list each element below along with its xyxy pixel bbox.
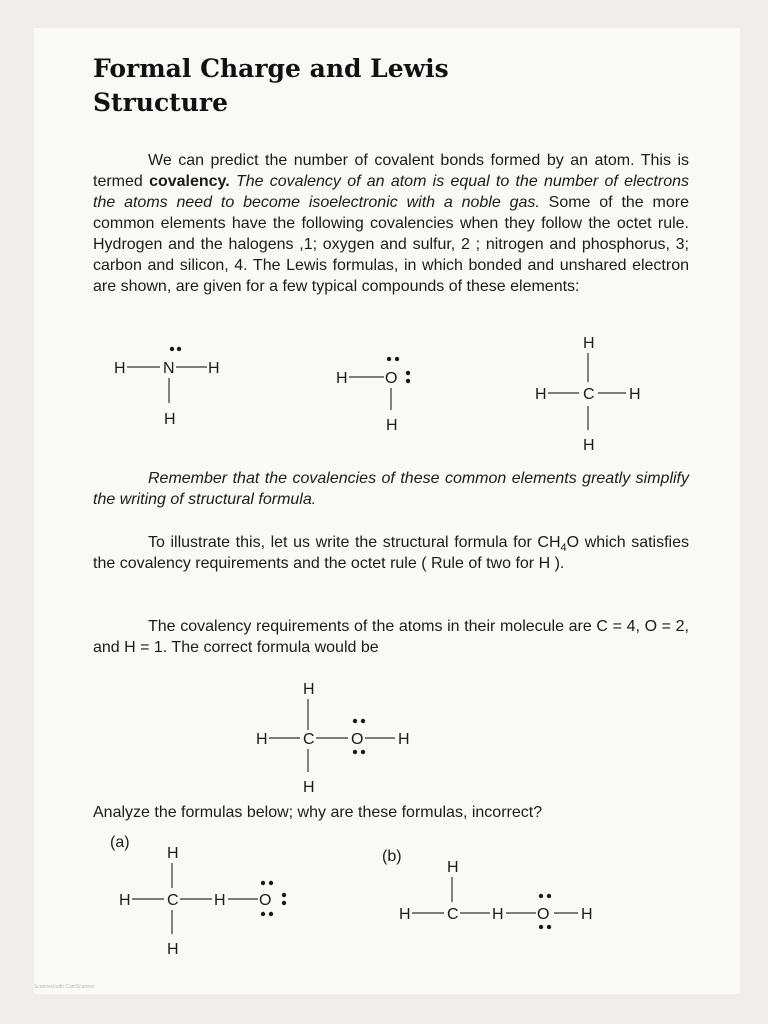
atom-h: H (164, 411, 176, 428)
lone-pair-dot (353, 750, 357, 754)
atom-h: H (492, 906, 504, 923)
intro-sentence-1: We can predict the number of covalent bonds formed by an atom. This is termed (93, 152, 689, 190)
atom-c: C (303, 731, 315, 748)
lone-pair-dot (539, 925, 543, 929)
requirements-text: The covalency requirements of the atoms in their molecule are C = 4, O = 2, and H = 1. The correct formula would be (93, 618, 689, 656)
remember-text: Remember that the covalencies of these common elements greatly simplify the writing of structural formula. (93, 470, 689, 508)
atom-h: H (256, 731, 268, 748)
illustrate-text-end: O which satisfies the covalency requirements and the octet rule ( Rule of two for H ). (93, 534, 689, 572)
lone-pair-dot (353, 719, 357, 723)
lone-pair-dot (539, 894, 543, 898)
lone-pair-dot (406, 371, 410, 375)
incorrect-structure-a (112, 838, 302, 963)
atom-h: H (303, 779, 315, 796)
atom-c: C (583, 386, 595, 403)
title-line-1: Formal Charge and Lewis (93, 54, 449, 83)
atom-h: H (386, 417, 398, 434)
atom-h: H (303, 681, 315, 698)
lone-pair-dot (387, 357, 391, 361)
illustrate-text-start: To illustrate this, let us write the structural formula for CH (148, 534, 561, 551)
atom-h: H (629, 386, 641, 403)
incorrect-structure-b (392, 852, 612, 942)
lone-pair-dot (261, 881, 265, 885)
atom-h: H (583, 335, 595, 352)
atom-h: H (398, 731, 410, 748)
illustrate-paragraph (93, 532, 689, 574)
ammonia-structure (110, 340, 240, 440)
lone-pair-dot (269, 881, 273, 885)
title-line-2: Structure (93, 88, 228, 117)
intro-covalency-term: covalency. (149, 173, 230, 190)
remember-paragraph (93, 468, 689, 510)
atom-h: H (119, 892, 131, 909)
lone-pair-dot (282, 901, 286, 905)
lone-pair-dot (361, 719, 365, 723)
lone-pair-dot (361, 750, 365, 754)
lone-pair-dot (282, 893, 286, 897)
lone-pair-dot (177, 347, 181, 351)
atom-h: H (167, 941, 179, 958)
analyze-text: Analyze the formulas below; why are these formulas, incorrect? (93, 804, 543, 821)
lone-pair-dot (547, 894, 551, 898)
atom-h: H (399, 906, 411, 923)
atom-h: H (336, 370, 348, 387)
atom-o: O (259, 892, 272, 909)
intro-paragraph (93, 150, 689, 297)
lone-pair-dot (170, 347, 174, 351)
lone-pair-dot (395, 357, 399, 361)
atom-h: H (208, 360, 220, 377)
lone-pair-dot (269, 912, 273, 916)
label-a: (a) (110, 834, 130, 851)
atom-h: H (583, 437, 595, 454)
label-b: (b) (382, 848, 402, 865)
methane-structure (530, 330, 660, 460)
atom-o: O (537, 906, 550, 923)
atom-h: H (581, 906, 593, 923)
lone-pair-dot (406, 379, 410, 383)
atom-o: O (351, 731, 364, 748)
illustrate-subscript: 4 (560, 542, 567, 555)
atom-c: C (447, 906, 459, 923)
intro-covalencies: Some of the more common elements have the following covalencies when they follow the octet rule. Hydrogen and the halogens ,1; oxygen and sulfur, 2 ; nitrogen and phosphorus, 3; carbon and silicon, 4. The Lewis formulas, in which bonded and unshared electron are shown, are given for a few typical compounds of these elements: (93, 194, 689, 295)
atom-c: C (167, 892, 179, 909)
page-title (93, 52, 613, 120)
intro-definition: The covalency of an atom is equal to the number of electrons the atoms need to become isoelectronic with a noble gas. (93, 173, 690, 211)
methanol-correct-structure (250, 672, 430, 797)
atom-n: N (163, 360, 175, 377)
water-structure (330, 350, 430, 440)
atom-h: H (214, 892, 226, 909)
requirements-paragraph (93, 616, 689, 658)
atom-h: H (114, 360, 126, 377)
lone-pair-dot (261, 912, 265, 916)
scanner-watermark: Scanned with CamScanner (34, 984, 95, 990)
atom-h: H (447, 859, 459, 876)
atom-h: H (535, 386, 547, 403)
lone-pair-dot (547, 925, 551, 929)
atom-o: O (385, 370, 398, 387)
atom-h: H (167, 845, 179, 862)
analyze-paragraph (93, 802, 689, 823)
